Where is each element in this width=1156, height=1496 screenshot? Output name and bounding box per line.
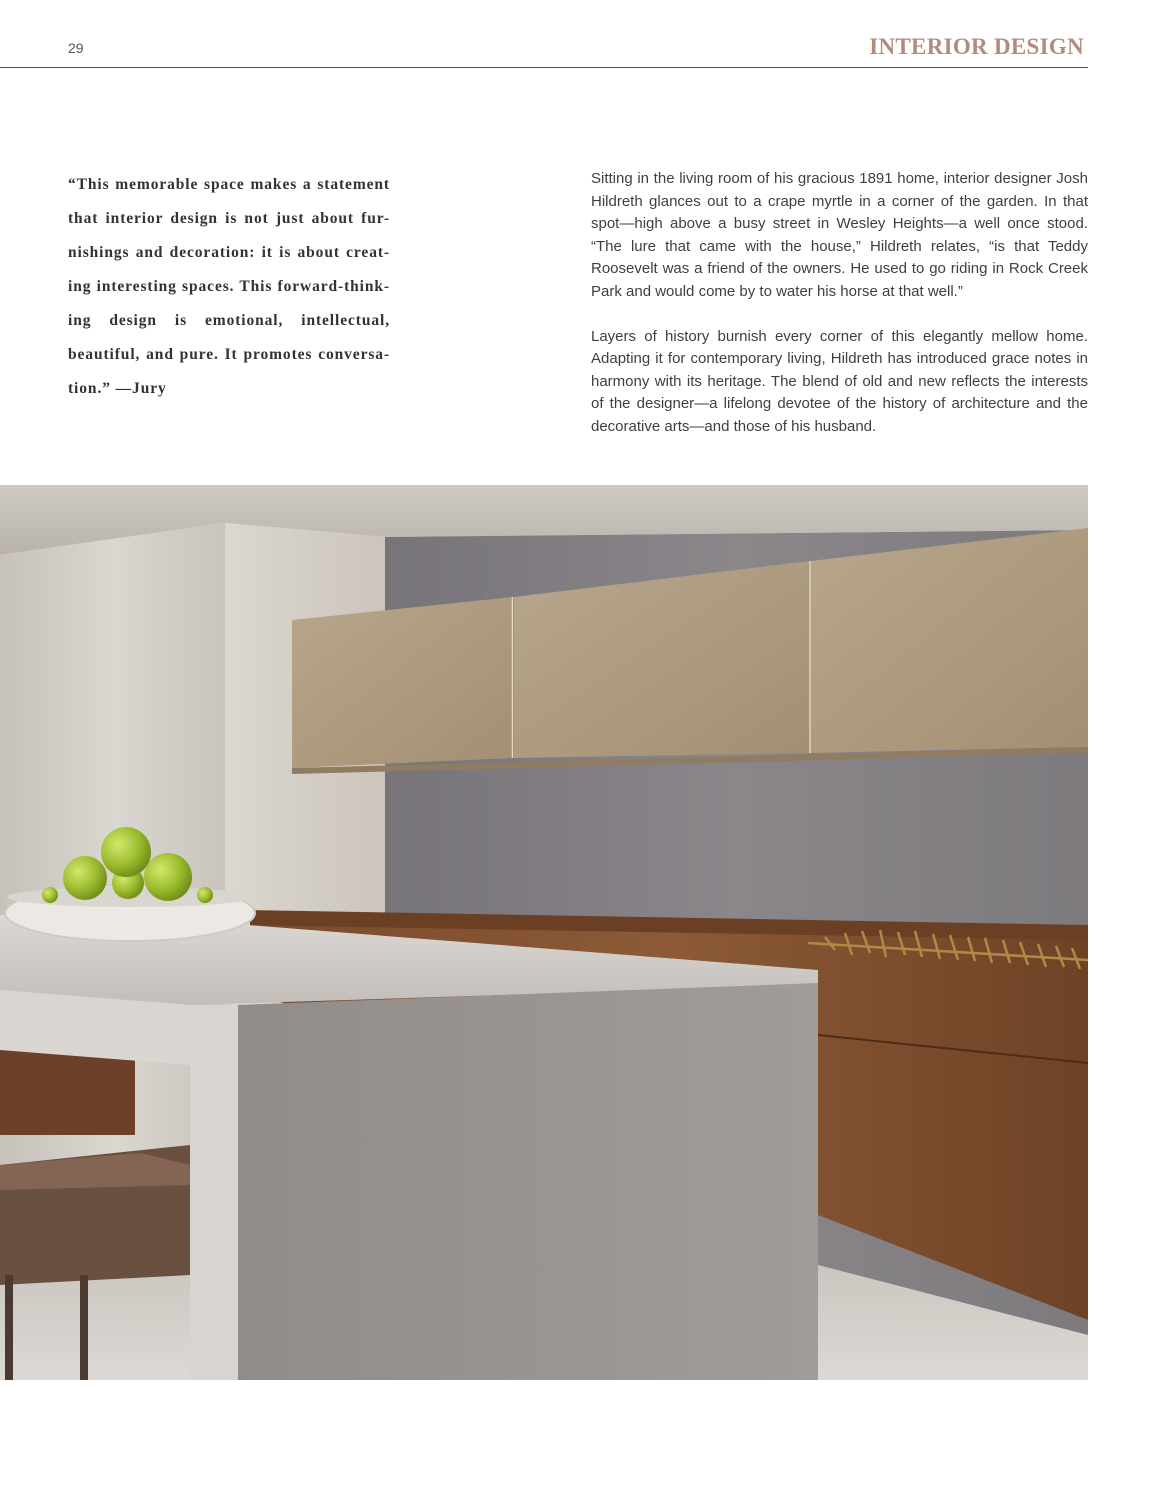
header-rule [0,67,1088,68]
upper-cabinet-left [292,597,512,768]
article-body [591,168,1088,461]
article-paragraph: Layers of history burnish every corner of this elegantly mellow home. Adapting it for contemporary living, Hildreth has introduced grace notes in harmony with its heritage. The blend of old and new reflects the interests of the designer—a lifelong devotee of the history of architecture and the decorative arts—and those of his husband. [591,327,1088,435]
island-face [238,983,818,1380]
upper-cabinet-right [811,528,1088,753]
island-side [190,1005,238,1380]
page-number: 29 [68,40,84,56]
article-paragraph: Sitting in the living room of his gracious 1891 home, interior designer Josh Hildreth glances out to a crape myrtle in a corner of the garden. In that spot—high above a busy street in Wesley Heights—a well once stood. “The lure that came with the house,” Hildreth relates, “is that Teddy Roosevelt was a friend of the owners. He used to go riding in Rock Creek Park and would come by to water his horse at that well.” [591,170,1088,300]
kitchen-photo [0,485,1088,1380]
section-title: INTERIOR DESIGN [869,34,1084,59]
pull-quote: “This memorable space makes a statement that interior design is not just about fur-nishings and decoration: it is about creat-ing interesting spaces. This forward-think-ing design is emotional, intellectual, beautiful, and pure. It promotes conversa-tion.” —Jury [68,176,390,397]
